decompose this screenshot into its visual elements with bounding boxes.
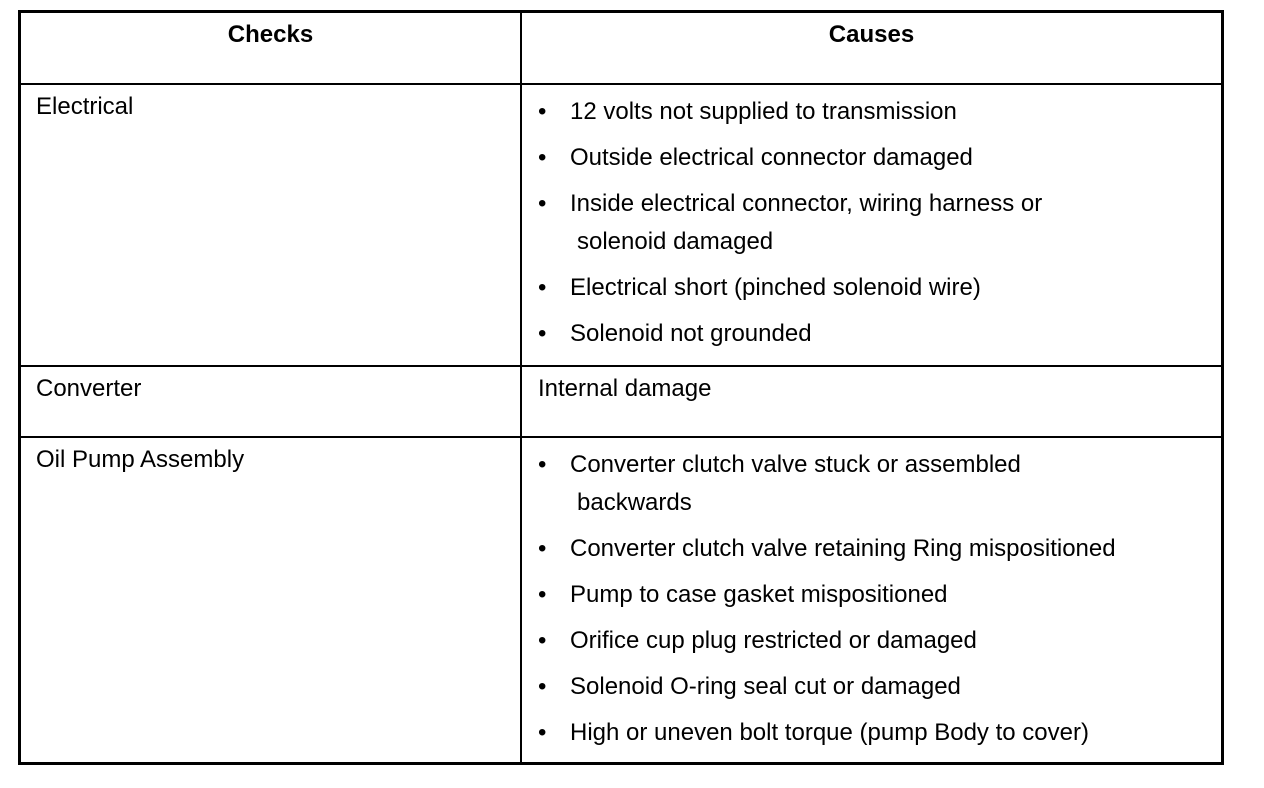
table-header-row: [21, 13, 1221, 85]
bullet-icon: •: [538, 719, 547, 746]
causes-list: [522, 446, 1221, 760]
bullet-icon: •: [538, 144, 547, 171]
check-label-electrical: Electrical: [36, 93, 134, 120]
bullet-icon: •: [538, 581, 547, 608]
causes-cell: [522, 367, 1221, 436]
bullet-icon: •: [538, 673, 547, 700]
check-label-oil-pump-assembly: Oil Pump Assembly: [36, 446, 245, 473]
table-row: [21, 367, 1221, 438]
bullet-icon: •: [538, 98, 547, 125]
check-cell: [21, 438, 522, 762]
header-cell-checks: [21, 13, 522, 83]
header-cell-causes: [522, 13, 1221, 83]
list-item: • High or uneven bolt torque (pump Body to cover): [522, 714, 1221, 752]
list-item: • Solenoid O-ring seal cut or damaged: [522, 668, 1221, 706]
list-item: • Pump to case gasket mispositioned: [522, 576, 1221, 614]
list-item: • Orifice cup plug restricted or damaged: [522, 622, 1221, 660]
table-row: [21, 85, 1221, 367]
list-item: • Converter clutch valve retaining Ring mispositioned: [522, 530, 1221, 568]
list-item: • Inside electrical connector, wiring harness or solenoid damaged: [522, 185, 1221, 261]
table-row: [21, 438, 1221, 762]
bullet-icon: •: [538, 274, 547, 301]
diagnosis-table: [18, 10, 1224, 765]
causes-cell: [522, 85, 1221, 365]
bullet-icon: •: [538, 535, 547, 562]
column-header-causes: Causes: [828, 21, 915, 48]
bullet-icon: •: [538, 320, 547, 347]
bullet-icon: •: [538, 190, 547, 217]
bullet-icon: •: [538, 451, 547, 478]
check-label-converter: Converter: [36, 375, 142, 402]
cause-text: Internal damage: [538, 375, 712, 402]
list-item: • Solenoid not grounded: [522, 315, 1221, 353]
causes-cell: [522, 438, 1221, 762]
list-item: • 12 volts not supplied to transmission: [522, 93, 1221, 131]
check-cell: [21, 85, 522, 365]
column-header-checks: Checks: [227, 21, 314, 48]
causes-list: [522, 93, 1221, 361]
bullet-icon: •: [538, 627, 547, 654]
list-item: • Outside electrical connector damaged: [522, 139, 1221, 177]
list-item: • Electrical short (pinched solenoid wire): [522, 269, 1221, 307]
check-cell: [21, 367, 522, 436]
list-item: • Converter clutch valve stuck or assembled backwards: [522, 446, 1221, 522]
